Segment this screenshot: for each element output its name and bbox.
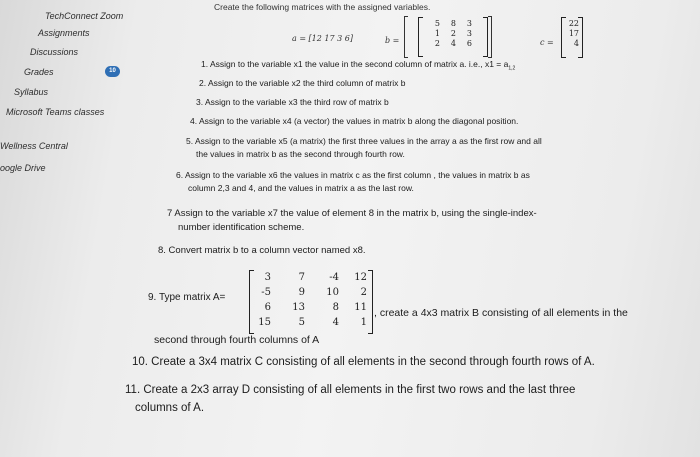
matrix-A-cell: 7 bbox=[298, 272, 305, 283]
matrix-b-cell: 5 bbox=[434, 19, 440, 28]
matrix-b-cell: 2 bbox=[450, 29, 456, 38]
matrix-A-cell: 5 bbox=[298, 317, 305, 328]
sidebar-item-discussions[interactable]: Discussions bbox=[30, 47, 79, 57]
step-1: 1. Assign to the variable x1 the value in the second column of matrix a. i.e., $x1 = a_{1,2}$ bbox=[201, 59, 516, 72]
step-9-suffix: , create a 4x3 matrix B consisting of all elements in the bbox=[374, 307, 628, 319]
sidebar-item-label: Microsoft Teams classes bbox=[6, 107, 105, 117]
step-7-continued: number identification scheme. bbox=[178, 222, 305, 233]
grades-count-badge: 10 bbox=[105, 66, 120, 77]
sidebar-item-assignments[interactable]: Assignments bbox=[38, 28, 90, 38]
step-8: 8. Convert matrix b to a column vector named x8. bbox=[158, 245, 366, 256]
sidebar-item-syllabus[interactable]: Syllabus bbox=[14, 87, 49, 97]
matrix-A-cell: -5 bbox=[261, 287, 271, 298]
matrix-A-cell: 2 bbox=[360, 287, 367, 298]
matrix-A-cell: 13 bbox=[292, 302, 305, 313]
step-5-continued: the values in matrix b as the second through fourth row. bbox=[196, 149, 405, 159]
matrix-A-cell: 15 bbox=[258, 317, 271, 328]
assignment-header: Create the following matrices with the assigned variables. bbox=[214, 2, 431, 12]
matrix-b-cell: 6 bbox=[466, 39, 472, 48]
step-7: 7 Assign to the variable x7 the value of element 8 in the matrix b, using the single-index- bbox=[167, 208, 537, 219]
step-6-continued: column 2,3 and 4, and the values in matrix a as the last row. bbox=[188, 183, 414, 193]
matrix-b-cell: 3 bbox=[466, 19, 472, 28]
step-3: 3. Assign to the variable x3 the third row of matrix b bbox=[196, 97, 389, 107]
matrix-b-cell: 3 bbox=[466, 29, 472, 38]
matrix-A-cell: 4 bbox=[332, 317, 339, 328]
step-2: 2. Assign to the variable x2 the third column of matrix b bbox=[199, 78, 406, 88]
matrix-b-cell: 4 bbox=[450, 39, 456, 48]
matrix-A-cell: 6 bbox=[264, 302, 271, 313]
matrix-A-values bbox=[251, 271, 367, 329]
step-6: 6. Assign to the variable x6 the values in matrix c as the first column , the values in matrix b as bbox=[176, 170, 530, 180]
step-9-prefix: 9. Type matrix A= bbox=[148, 292, 226, 303]
step-1-text: 1. Assign to the variable x1 the value in the second column of matrix a. i.e., x1 = a bbox=[201, 59, 509, 69]
matrix-c-label: c = bbox=[540, 38, 554, 47]
step-9-continued: second through fourth columns of A bbox=[154, 334, 320, 346]
matrix-c-cell: 22 bbox=[568, 19, 579, 28]
matrix-a-definition: a = [12 17 3 6] bbox=[292, 34, 353, 43]
step-11: 11. Create a 2x3 array D consisting of all elements in the first two rows and the last three bbox=[125, 384, 576, 396]
matrix-c-values bbox=[565, 19, 579, 48]
matrix-A-cell: 12 bbox=[354, 272, 367, 283]
matrix-b-cell: 2 bbox=[434, 39, 440, 48]
step-11-continued: columns of A. bbox=[135, 402, 205, 414]
matrix-A-cell: 8 bbox=[332, 302, 339, 313]
sidebar-item-google-drive[interactable]: oogle Drive bbox=[0, 163, 46, 173]
step-5: 5. Assign to the variable x5 (a matrix) the first three values in the array a as the first row and all bbox=[186, 136, 542, 146]
matrix-A-cell: 10 bbox=[326, 287, 339, 298]
matrix-A-cell: 1 bbox=[360, 317, 367, 328]
step-4: 4. Assign to the variable x4 (a vector) the values in matrix b along the diagonal position. bbox=[190, 116, 519, 126]
matrix-b-cell: 8 bbox=[450, 19, 456, 28]
matrix-A-cell: 11 bbox=[354, 302, 367, 313]
sidebar-item-grades[interactable]: Grades bbox=[24, 67, 54, 77]
matrix-b-cell: 1 bbox=[434, 29, 440, 38]
matrix-c-cell: 4 bbox=[573, 39, 579, 48]
matrix-A-cell: 9 bbox=[298, 287, 305, 298]
matrix-A-cell: 3 bbox=[264, 272, 271, 283]
matrix-b-label: b = bbox=[385, 36, 400, 45]
matrix-A-cell: -4 bbox=[329, 272, 339, 283]
step-10: 10. Create a 3x4 matrix C consisting of all elements in the second through fourth rows of A. bbox=[132, 356, 595, 368]
matrix-b-values bbox=[424, 19, 472, 48]
matrix-c-cell: 17 bbox=[568, 29, 579, 38]
sidebar-item-techconnect-zoom[interactable]: TechConnect Zoom bbox=[45, 11, 124, 21]
sidebar-item-wellness-central[interactable]: Wellness Central bbox=[0, 141, 68, 151]
